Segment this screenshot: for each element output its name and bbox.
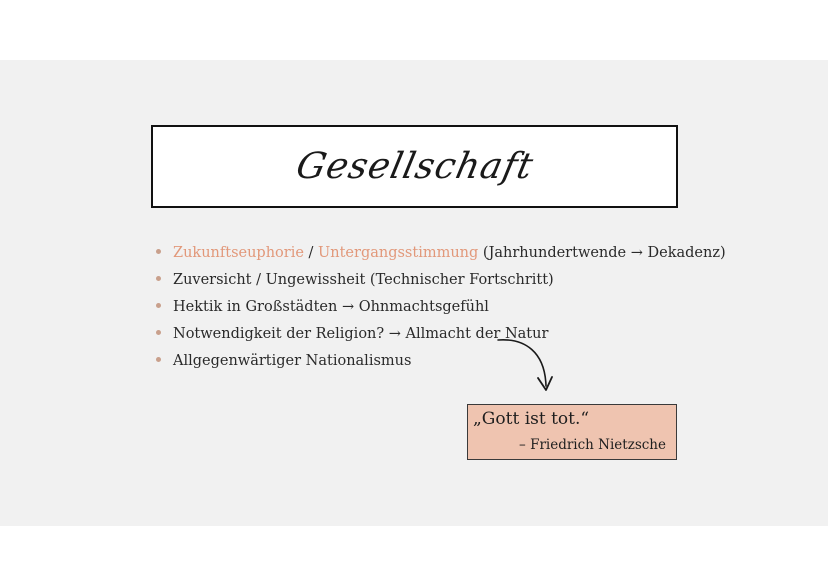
quote-author: – Friedrich Nietzsche [519,437,666,453]
bullet-text: Zuversicht / Ungewissheit (Technischer Fortschritt) [173,272,554,288]
bullet-text-part: (Jahrhundertwende → Dekadenz) [478,245,726,261]
bullet-text-part: Untergangsstimmung [318,245,479,261]
slide-title: Gesellschaft [292,146,537,187]
bullet-text: Notwendigkeit der Religion? → Allmacht der Natur [173,326,549,342]
quote-box [467,404,677,460]
bullet-text: Allgegenwärtiger Nationalismus [173,353,412,369]
bullet-text: Hektik in Großstädten → Ohnmachtsgefühl [173,299,489,315]
quote-text: „Gott ist tot.“ [473,409,590,429]
bullet-text-part: Zukunftseuphorie [173,245,304,261]
bullet-text-part: / [303,245,319,261]
